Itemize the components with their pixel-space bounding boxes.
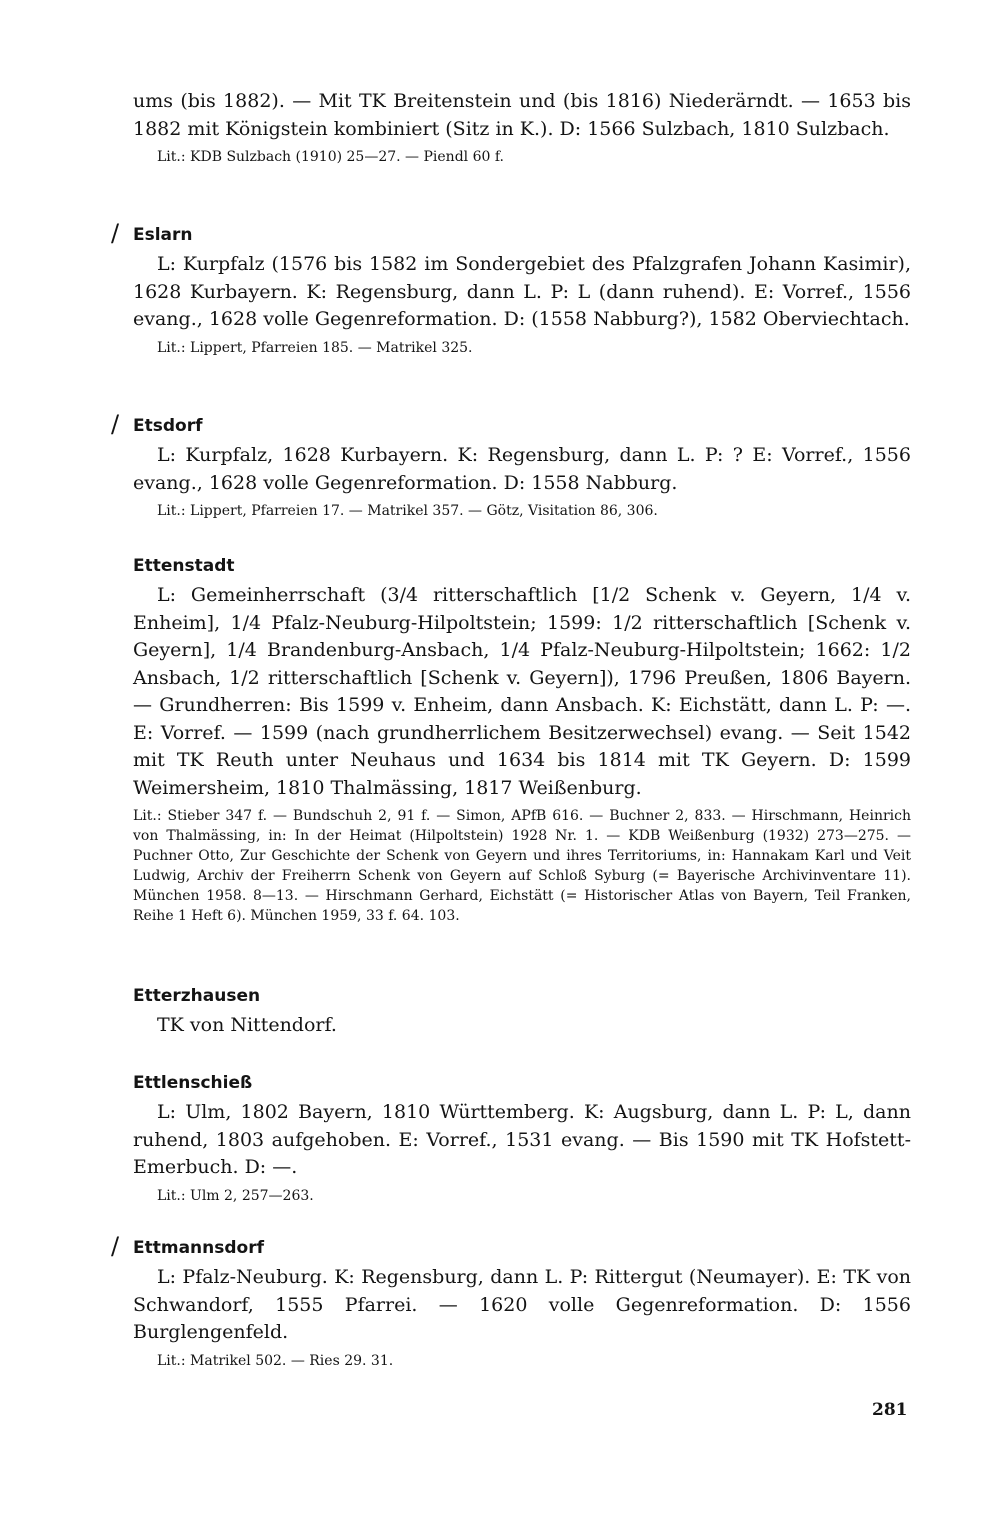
page-number: 281 [872, 1400, 908, 1420]
entry-text: L: Kurpfalz, 1628 Kurbayern. K: Regensburg, dann L. P: ? E: Vorref., 1556 evang., 1628 volle Gegenreformation. D: 1558 Nabburg. [133, 444, 911, 494]
entry-literature: Lit.: Matrikel 502. — Ries 29. 31. [157, 1352, 394, 1369]
entry-eslarn [111, 219, 911, 358]
entry-title: Ettenstadt [133, 556, 235, 576]
entry-literature: Lit.: Lippert, Pfarreien 17. — Matrikel 357. — Götz, Visitation 86, 306. [157, 503, 658, 519]
slash-mark: / [111, 1232, 120, 1260]
entry-heading [111, 410, 911, 438]
entry-etsdorf [111, 410, 911, 521]
entry-text: L: Gemeinherrschaft (3/4 ritterschaftlich [1/2 Schenk v. Geyern, 1/4 v. Enheim], 1/4 Pfalz-Neuburg-Hilpoltstein; 1599: 1/2 ritterschaftlich [Schenk v. Geyern], 1/4 Brandenburg-Ansbach, 1/4 Pfalz-Neuburg-Hilpoltstein; 1662: 1/2 Ansbach, 1/2 ritterschaftlich [Schenk v. Geyern]), 1796 Preußen, 1806 Bayern. — Grundherren: Bis 1599 v. Enheim, dann Ansbach. K: Eichstätt, dann L. P: —. E: Vorref. — 1599 (nach grundherrlichem Besitzerwechsel) evang. — Seit 1542 mit TK Reuth unter Neuhaus und 1634 bis 1814 mit TK Geyern. D: 1599 Weimersheim, 1810 Thalmässing, 1817 Weißenburg. [133, 584, 911, 799]
entry-text: L: Pfalz-Neuburg. K: Regensburg, dann L. P: Rittergut (Neumayer). E: TK von Schwandorf, 1555 Pfarrei. — 1620 volle Gegenreformation. D: 1556 Burglengenfeld. [133, 1266, 911, 1343]
entry-heading [133, 554, 911, 578]
intro-text: ums (bis 1882). — Mit TK Breitenstein und (bis 1816) Niederärndt. — 1653 bis 1882 mit Königstein kombiniert (Sitz in K.). D: 1566 Sulzbach, 1810 Sulzbach. [133, 90, 911, 140]
entry-title: Etsdorf [133, 416, 203, 436]
entry-literature: Lit.: Stieber 347 f. — Bundschuh 2, 91 f. — Simon, APfB 616. — Buchner 2, 833. — Hirschmann, Heinrich von Thalmässing, in: In der Heimat (Hilpoltstein) 1928 Nr. 1. — KDB Weißenburg (1932) 273—275. — Puchner Otto, Zur Geschichte der Schenk von Geyern und ihres Territoriums, in: Hannakam Karl und Veit Ludwig, Archiv der Freiherrn Schenk von Geyern auf Schloß Syburg (= Bayerische Archivinventare 11). München 1958. 8—13. — Hirschmann Gerhard, Eichstätt (= Historischer Atlas von Bayern, Teil Franken, Reihe 1 Heft 6). München 1959, 33 f. 64. 103. [133, 808, 911, 924]
entry-ettenstadt [133, 554, 911, 926]
entry-title: Eslarn [133, 225, 193, 245]
entry-heading [133, 1071, 911, 1095]
entry-title: Ettmannsdorf [133, 1238, 265, 1258]
entry-title: Ettlenschieß [133, 1073, 253, 1093]
slash-mark: / [111, 219, 120, 247]
entry-ettmannsdorf [111, 1232, 911, 1371]
entry-heading [111, 1232, 911, 1260]
intro-block [133, 88, 911, 167]
entry-literature: Lit.: Ulm 2, 257—263. [157, 1187, 314, 1204]
entry-etterzhausen [133, 984, 911, 1040]
entry-heading [111, 219, 911, 247]
entry-heading [133, 984, 911, 1008]
entry-text: L: Kurpfalz (1576 bis 1582 im Sondergebiet des Pfalzgrafen Johann Kasimir), 1628 Kurbayern. K: Regensburg, dann L. P: L (dann ruhend). E: Vorref., 1556 evang., 1628 volle Gegenreformation. D: (1558 Nabburg?), 1582 Oberviechtach. [133, 253, 911, 330]
intro-literature: Lit.: KDB Sulzbach (1910) 25—27. — Piendl 60 f. [157, 149, 504, 165]
entry-text: L: Ulm, 1802 Bayern, 1810 Württemberg. K: Augsburg, dann L. P: L, dann ruhend, 1803 aufgehoben. E: Vorref., 1531 evang. — Bis 1590 mit TK Hofstett-Emerbuch. D: —. [133, 1101, 911, 1178]
entry-text: TK von Nittendorf. [157, 1014, 337, 1036]
slash-mark: / [111, 410, 120, 438]
entry-title: Etterzhausen [133, 986, 261, 1006]
entry-literature: Lit.: Lippert, Pfarreien 185. — Matrikel 325. [157, 339, 473, 356]
entry-ettlenschiess [133, 1071, 911, 1206]
